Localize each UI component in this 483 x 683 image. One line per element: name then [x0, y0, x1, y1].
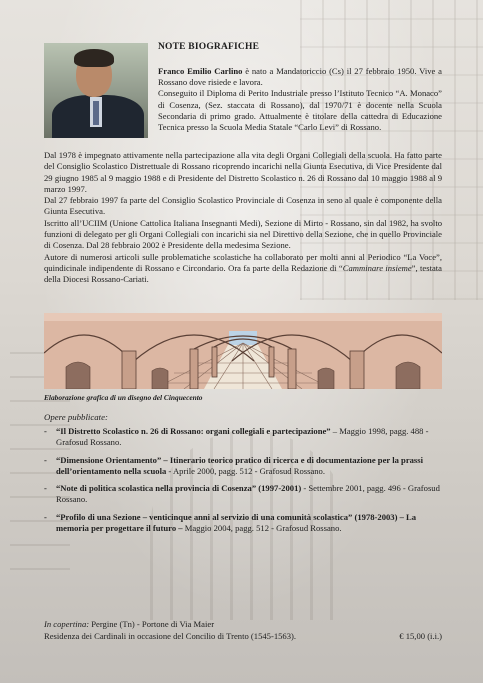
bio-intro-text: è nato a Mandatoriccio (Cs) il 27 febbraio 1950. Vive a Rossano dove risiede e lavora.	[158, 66, 442, 88]
publication-item	[44, 512, 442, 535]
arcade-perspective-drawing	[44, 313, 442, 389]
publication-details: – Maggio 1998, pagg. 488 - Grafosud Rossano.	[56, 426, 429, 448]
bio-paragraph-3: Dal 1978 è impegnato attivamente nella partecipazione alla vita degli Organi Collegiali della scuola. Ha fatto parte del Consiglio Scolastico Distrettuale di Rossano ricoprendo incarichi nella Giunta Esecutiva, di Vice Presidente dal 29 giugno 1985 al 9 maggio 1988 e di Presidente del Distretto Scolastico n. 26 di Rossano dal 10 maggio 1988 al 9 marzo 1997.	[44, 150, 442, 194]
publication-title: “Profilo di una Sezione – venticinque anni al servizio di una comunità scolastica” (1978-2003) – La memoria per progettare il futuro –	[56, 511, 417, 534]
bio-paragraph-6	[44, 252, 442, 286]
publication-title: “Dimensione Orientamento” – Itinerario teorico pratico di ricerca e di documentazione per la prassi dell’orientamento nella scuola	[56, 454, 424, 476]
bio-paragraph-5: Iscritto all’UCIIM (Unione Cattolica Italiana Insegnanti Medi), Sezione di Mirto - Rossano, sin dal 1982, ha svolto funzioni di delegato per gli Organi Collegiali con incarichi sia nel Direttivo della Sezione, che in quello Provinciale di Cosenza. Dal 28 febbraio 2002 è Presidente della medesima Sezione.	[44, 217, 442, 251]
list-dash: -	[44, 483, 47, 494]
author-name: Franco Emilio Carlino	[158, 66, 243, 76]
cover-label: In copertina:	[44, 619, 90, 629]
bio-paragraph-4: Dal 27 febbraio 1997 fa parte del Consiglio Scolastico Provinciale di Cosenza in seno al quale è componente della Giunta Esecutiva.	[44, 195, 442, 217]
bio-p6-end: ”, testata della Diocesi Rossano-Cariati.	[44, 262, 442, 285]
list-dash: -	[44, 511, 47, 522]
list-dash: -	[44, 454, 47, 465]
bio-body	[44, 150, 442, 286]
bio-p6-text: Autore di numerosi articoli sulle problematiche scolastiche ha collaborato per molti anni al Periodico “La Voce”, quindicinale indipendente di Rossano e Circondario. Ora fa parte della Redazione di “	[44, 251, 442, 273]
publication-item	[44, 426, 442, 449]
publications-heading: Opere pubblicate:	[44, 412, 108, 422]
publication-item	[44, 455, 442, 478]
figure-caption: Elaborazione grafica di un disegno del Cinquecento	[44, 393, 203, 402]
publication-title: “Note di politica scolastica nella provincia di Cosenza” (1997-2001)	[56, 483, 302, 494]
bio-intro	[158, 66, 442, 133]
cover-line-1	[44, 618, 442, 630]
publication-title: “Il Distretto Scolastico n. 26 di Rossano: organi collegiali e partecipazione”	[56, 426, 331, 436]
price: € 15,00 (i.i.)	[399, 631, 442, 641]
page-title: NOTE BIOGRAFICHE	[158, 42, 260, 52]
publication-details: Maggio 2004, pagg. 512 - Grafosud Rossano.	[182, 523, 342, 534]
cover-line-2	[44, 630, 442, 642]
renaissance-drawing	[44, 313, 442, 389]
bio-paragraph-1	[158, 66, 442, 88]
list-dash: -	[44, 426, 47, 436]
publication-item	[44, 483, 442, 506]
publications-list	[44, 426, 442, 540]
cover-subject: Pergine (Tn) - Portone di Via Maier	[89, 619, 215, 629]
author-photo	[44, 43, 148, 138]
cover-description: Residenza dei Cardinali in occasione del Concilio di Trento (1545-1563).	[44, 631, 297, 641]
newspaper-title: Camminare insieme	[342, 262, 412, 273]
cover-note	[44, 618, 442, 642]
publication-details: - Aprile 2000, pagg. 512 - Grafosud Rossano.	[166, 465, 326, 476]
bio-paragraph-2: Conseguito il Diploma di Perito Industriale presso l’Istituto Tecnico “A. Monaco” di Cosenza, (Sez. staccata di Rossano), dal 1970/71 è docente nella Scuola Secondaria di primo grado. Attualmente è titolare della cattedra di Educazione Tecnica presso la Scuola Media Statale “Carlo Levi” di Rossano.	[158, 88, 442, 133]
publication-details: - Settembre 2001, pagg. 496 - Grafosud Rossano.	[56, 483, 440, 505]
